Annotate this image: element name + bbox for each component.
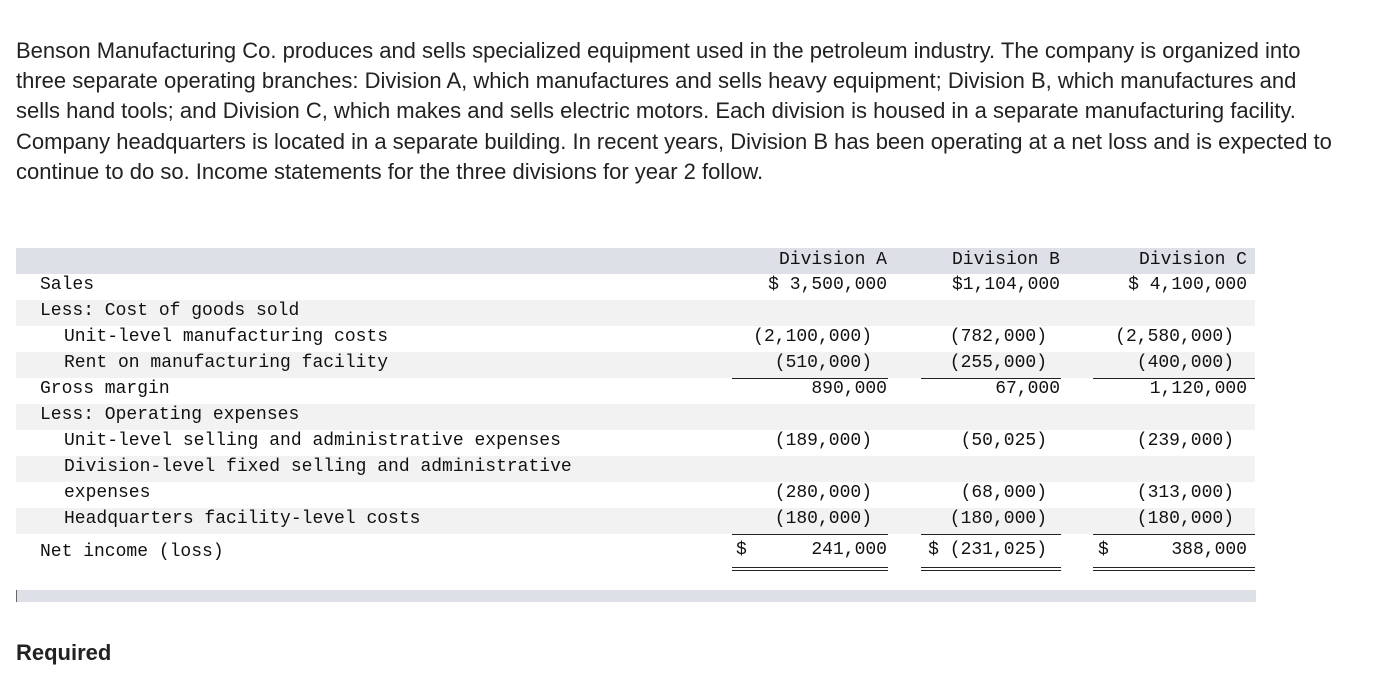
sales-row	[16, 274, 1255, 300]
rent-division-b: (255,000)	[949, 353, 1047, 373]
rent-row	[16, 352, 1255, 378]
div-sga-row-line2	[16, 482, 1255, 508]
gross-margin-division-a: 890,000	[811, 379, 887, 399]
gross-margin-division-c: 1,120,000	[1149, 379, 1247, 399]
gross-margin-division-b: 67,000	[995, 379, 1060, 399]
unit-mfg-label: Unit-level manufacturing costs	[64, 327, 389, 347]
unit-mfg-row	[16, 326, 1255, 352]
div-sga-division-b: (68,000)	[960, 483, 1047, 503]
table-header-row	[16, 248, 1255, 274]
net-income-label: Net income (loss)	[40, 542, 224, 562]
cogs-label: Less: Cost of goods sold	[40, 301, 300, 321]
div-sga-label-line2: expenses	[64, 483, 151, 503]
opex-heading-row	[16, 404, 1255, 430]
sales-label: Sales	[40, 275, 95, 295]
double-rule-c	[1093, 567, 1255, 571]
unit-mfg-division-c: (2,580,000)	[1115, 327, 1234, 347]
sales-division-c: $ 4,100,000	[1128, 275, 1247, 295]
header-division-a: Division A	[778, 250, 887, 270]
rent-label: Rent on manufacturing facility	[64, 353, 389, 373]
opex-label: Less: Operating expenses	[40, 405, 300, 425]
gross-margin-label: Gross margin	[40, 379, 170, 399]
table-footer-bar	[16, 590, 1256, 602]
net-income-division-b: $ (231,025)	[928, 540, 1047, 560]
intro-paragraph: Benson Manufacturing Co. produces and sells specialized equipment used in the petroleum industry. The company is organized into three separate operating branches: Division A, which manufactures and sells heavy equipment; Division B, which manufactures and sells hand tools; and Division C, which makes and sells electric motors. Each division is housed in a separate manufacturing facility. Company headquarters is located in a separate building. In recent years, Division B has been operating at a net loss and is expected to continue to do so. Income statements for the three divisions for year 2 follow.	[16, 38, 1332, 184]
rent-division-c: (400,000)	[1136, 353, 1234, 373]
net-income-division-c: 388,000	[1171, 540, 1247, 560]
double-rule-a	[732, 567, 888, 571]
income-statement-table	[16, 248, 1255, 569]
unit-sga-division-a: (189,000)	[774, 431, 872, 451]
net-income-division-a: 241,000	[811, 540, 887, 560]
header-division-c: Division C	[1138, 250, 1247, 270]
div-sga-row-line1	[16, 456, 1255, 482]
rent-division-a: (510,000)	[774, 353, 872, 373]
header-division-b: Division B	[951, 250, 1060, 270]
cogs-heading-row	[16, 300, 1255, 326]
unit-mfg-division-a: (2,100,000)	[753, 327, 872, 347]
div-sga-label-line1: Division-level fixed selling and administrative	[64, 457, 572, 477]
net-income-dollar-c: $	[1098, 540, 1109, 560]
gross-margin-row	[16, 378, 1255, 404]
double-rule-b	[921, 567, 1061, 571]
unit-sga-division-c: (239,000)	[1136, 431, 1234, 451]
unit-sga-row	[16, 430, 1255, 456]
sales-division-a: $ 3,500,000	[768, 275, 887, 295]
required-heading: Required	[16, 640, 112, 665]
hq-label: Headquarters facility-level costs	[64, 509, 421, 529]
hq-division-b: (180,000)	[949, 509, 1047, 529]
unit-sga-label: Unit-level selling and administrative expenses	[64, 431, 561, 451]
div-sga-division-c: (313,000)	[1136, 483, 1234, 503]
sales-division-b: $1,104,000	[951, 275, 1060, 295]
net-income-row	[16, 534, 1255, 569]
unit-mfg-division-b: (782,000)	[949, 327, 1047, 347]
hq-division-a: (180,000)	[774, 509, 872, 529]
unit-sga-division-b: (50,025)	[960, 431, 1047, 451]
net-income-dollar-a: $	[736, 540, 747, 560]
hq-row	[16, 508, 1255, 534]
div-sga-division-a: (280,000)	[774, 483, 872, 503]
hq-division-c: (180,000)	[1136, 509, 1234, 529]
